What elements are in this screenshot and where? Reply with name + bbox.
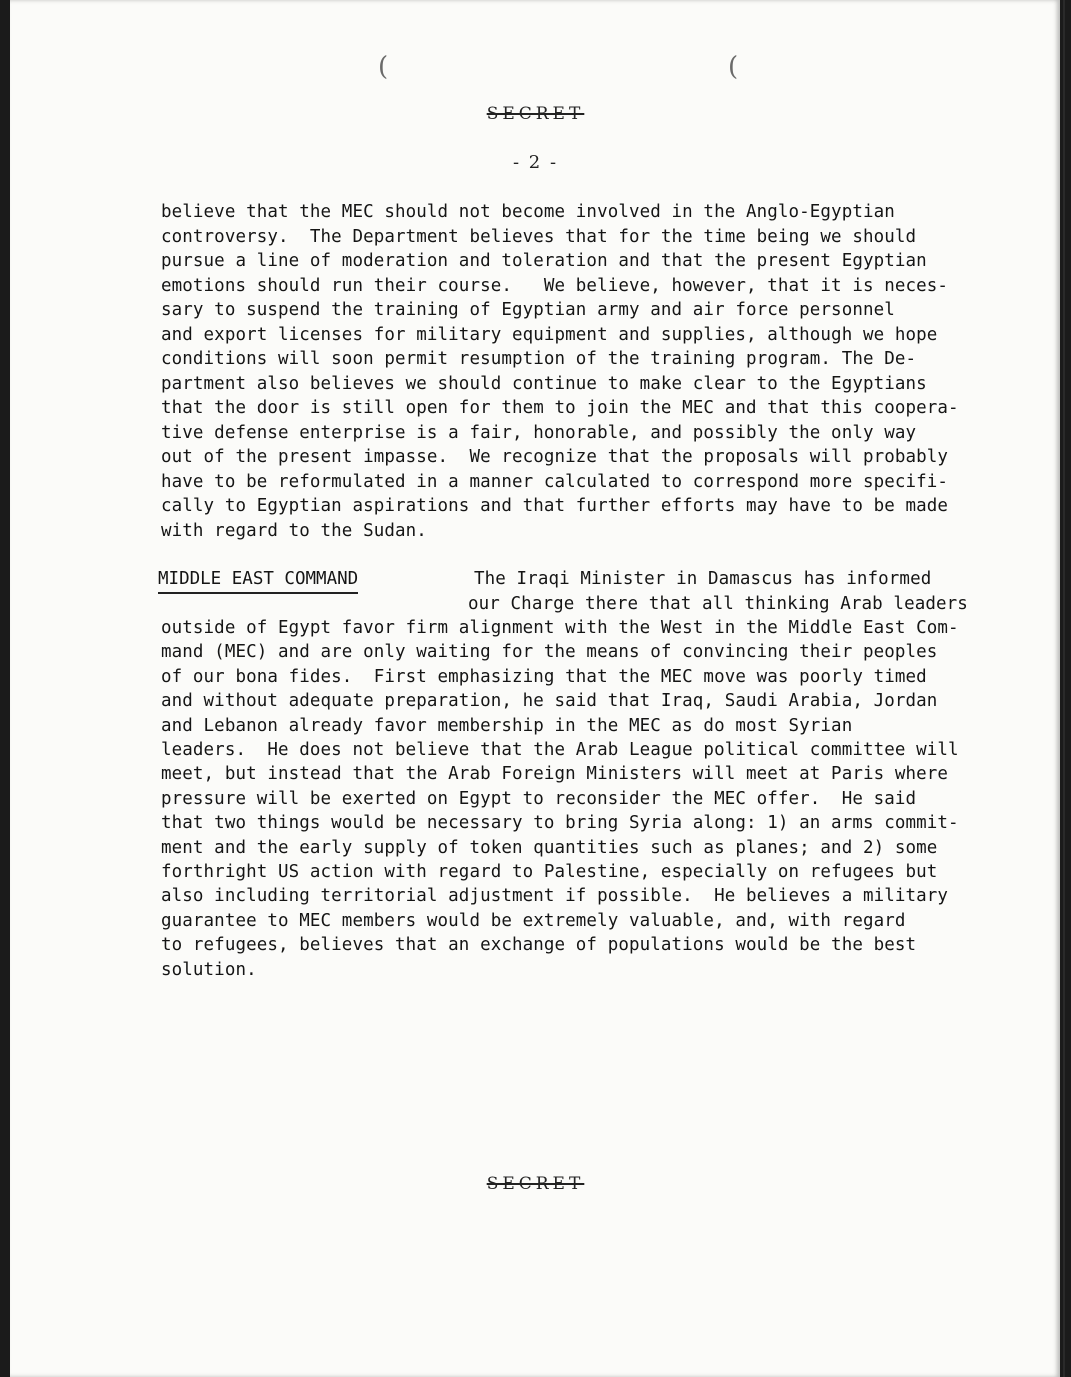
- paragraph-line: controversy. The Department believes that for the time being we should: [161, 226, 917, 247]
- paragraph-line: partment also believes we should continue to make clear to the Egyptians: [161, 373, 927, 394]
- paragraph-line: believe that the MEC should not become involved in the Anglo-Egyptian: [161, 202, 895, 222]
- paragraph-line: emotions should run their course. We believe, however, that it is neces-: [161, 275, 949, 296]
- paragraph-line: guarantee to MEC members would be extremely valuable, and, with regard: [161, 910, 906, 931]
- paragraph-line: and export licenses for military equipment and supplies, although we hope: [161, 324, 938, 345]
- page-edge: [1063, 0, 1065, 1377]
- paragraph-line: mand (MEC) and are only waiting for the means of convincing their peoples: [161, 642, 938, 663]
- scan-mark-left: (: [378, 52, 389, 82]
- paragraph-line: tive defense enterprise is a fair, honorable, and possibly the only way: [161, 422, 917, 443]
- paragraph-line: to refugees, believes that an exchange of populations would be the best: [161, 935, 917, 956]
- page-number: - 2 -: [512, 152, 559, 173]
- paragraph-line: conditions will soon permit resumption of the training program. The De-: [161, 349, 917, 369]
- paragraph-line: out of the present impasse. We recognize that the proposals will probably: [161, 447, 949, 467]
- paragraph-line: ment and the early supply of token quantities such as planes; and 2) some: [161, 837, 938, 858]
- section-heading-middle-east-command: MIDDLE EAST COMMAND: [158, 567, 358, 594]
- paragraph-line: that the door is still open for them to join the MEC and that this coopera-: [161, 398, 959, 418]
- paragraph-line: that two things would be necessary to bring Syria along: 1) an arms commit-: [161, 813, 959, 834]
- paragraph-line: have to be reformulated in a manner calculated to correspond more specifi-: [161, 471, 949, 492]
- classification-top: SECRET: [486, 104, 585, 124]
- classification-bottom: SECRET: [486, 1174, 585, 1194]
- paragraph-line: cally to Egyptian aspirations and that further efforts may have to be made: [161, 496, 949, 516]
- paragraph-line: meet, but instead that the Arab Foreign Ministers will meet at Paris where: [161, 764, 949, 785]
- paragraph-line: The Iraqi Minister in Damascus has informed: [474, 569, 932, 589]
- paragraph-line: also including territorial adjustment if possible. He believes a military: [161, 886, 949, 907]
- scan-mark-right: (: [728, 52, 739, 82]
- paragraph-line: pressure will be exerted on Egypt to reconsider the MEC offer. He said: [161, 788, 917, 809]
- paragraph-line: and without adequate preparation, he said that Iraq, Saudi Arabia, Jordan: [161, 691, 938, 712]
- paragraph-line: of our bona fides. First emphasizing that the MEC move was poorly timed: [161, 666, 927, 687]
- paragraph-line: outside of Egypt favor firm alignment with the West in the Middle East Com-: [161, 618, 959, 638]
- paragraph-line: solution.: [161, 959, 257, 980]
- paragraph-line: forthright US action with regard to Palestine, especially on refugees but: [161, 862, 938, 882]
- paragraph-line: leaders. He does not believe that the Arab League political committee will: [161, 740, 959, 760]
- paragraph-line: and Lebanon already favor membership in the MEC as do most Syrian: [161, 715, 853, 736]
- paragraph-line: pursue a line of moderation and toleration and that the present Egyptian: [161, 251, 927, 271]
- paragraph-line: our Charge there that all thinking Arab leaders: [468, 594, 968, 614]
- paragraph-line: sary to suspend the training of Egyptian army and air force personnel: [161, 300, 895, 320]
- paragraph-line: with regard to the Sudan.: [161, 520, 427, 541]
